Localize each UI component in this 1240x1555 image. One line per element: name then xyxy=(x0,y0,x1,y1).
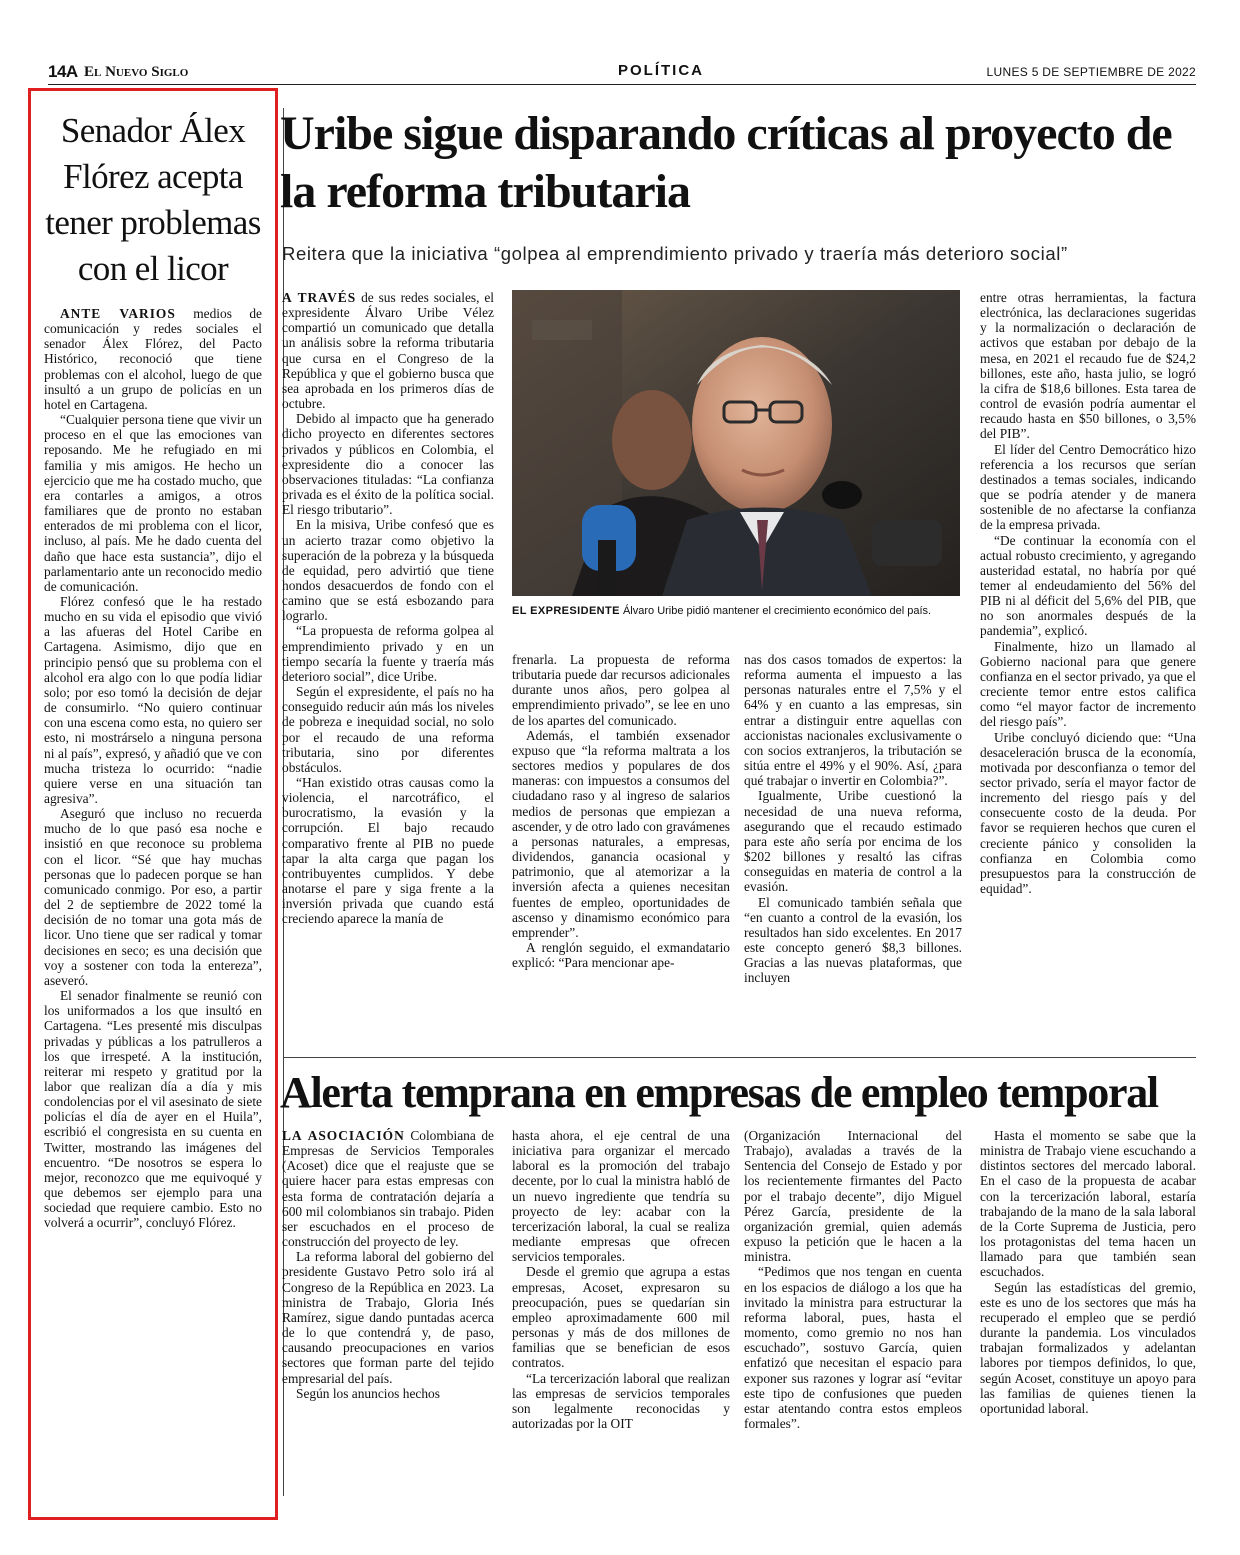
lead-in: A TRAVÉS xyxy=(282,290,357,305)
caption-lead: EL EXPRESIDENTE xyxy=(512,605,620,617)
article-paragraph: hasta ahora, el eje central de una iniciativa para organizar el mercado laboral es la promoción del trabajo decente, por lo cual la ministra habló de un nuevo ingrediente que tendría su proyecto de ley: acabar con la tercerización laboral, la cual se realiza mediante empresas que ofrecen servicios temporales. xyxy=(512,1128,730,1265)
article-paragraph: nas dos casos tomados de expertos: la reforma aumenta el impuesto a las personas naturales entre el 7,5% y el 64% y en cuanto a las empresas, sin entrar a distinguir entre aquellas con accionistas nacionales exclusivamente o con socios extranjeros, la tributación se sitúa entre el 49% y el 90%. Así, ¿para qué trabajar o invertir en Colombia?”. xyxy=(744,652,962,789)
lead-in: ANTE VARIOS xyxy=(60,306,176,321)
sidebar-paragraph: Flórez confesó que le ha restado mucho en su vida el episodio que vivió a las afueras del Hotel Caribe en Cartagena. Asimismo, dijo que en principio pensó que su problema con el alcohol era algo con lo que podía lidiar solo; por eso tomó la decisión de dejar de consumirlo. “No quiero continuar con una escena como esta, no quiero ser esto, ni mostrárselo a ninguna persona ni al país”, expresó, y añadió que ve con mucha tristeza lo ocurrido: “nadie quiere verse en una situación tan agresiva”. xyxy=(44,593,262,806)
article-paragraph: Hasta el momento se sabe que la ministra de Trabajo viene escuchando a distintos sectores del mercado laboral. En el caso de la propuesta de acabar con la tercerización laboral, estaría trabajando de la mano de la sala laboral de la Corte Suprema de Justicia, pero los protagonistas del tema hacen un llamado para que también sean escuchados. xyxy=(980,1128,1196,1280)
press-photo-illustration xyxy=(512,290,960,596)
main-subheadline: Reitera que la iniciativa “golpea al emprendimiento privado y traería más deterioro social” xyxy=(282,243,1068,264)
section-rule xyxy=(283,1057,1196,1058)
article-paragraph: Desde el gremio que agrupa a estas empresas, Acoset, expresaron su preocupación, pues se quedarían sin empleo aproximadamente 600 mil personas y más de dos millones de familias que se benefician de esos contratos. xyxy=(512,1264,730,1371)
sidebar-headline: Senador Álex Flórez acepta tener problemas con el licor xyxy=(45,111,261,288)
sidebar-paragraph: “Cualquier persona tiene que vivir un proceso en el que las emociones van reposando. Me he refugiado en mi familia y mis amigos. He hecho un ejercicio que me ha costado mucho, que era contarles a amigos, a otros familiares que de pronto no estaban enterados de mi problema con el licor, incluso, al país. Me he dado cuenta del daño que hace esta sustancia”, dijo el parlamentario ante un reconocido medio de comunicación. xyxy=(44,412,262,594)
article-paragraph: Según las estadísticas del gremio, este es uno de los sectores que más ha recuperado el empleo que se perdió durante la pandemia. Los vinculados trabajan formalizados y adelantan labores por tiempos definidos, lo que, según Acoset, constituye un apoyo para las familias de quienes tienen la oportunidad laboral. xyxy=(980,1279,1196,1416)
lead-in: LA ASOCIACIÓN xyxy=(282,1128,405,1143)
second-headline: Alerta temprana en empresas de empleo temporal xyxy=(280,1068,1158,1117)
article-column-4 xyxy=(980,290,1196,896)
article-column-3 xyxy=(744,652,962,985)
article-paragraph: “Pedimos que nos tengan en cuenta en los espacios de diálogo a los que ha invitado la ministra para estructurar la reforma laboral, pues, hasta el momento, como gremio no nos han escuchado”, sostuvo García, quien enfatizó que necesitan el espacio para exponer sus razones y lograr así “evitar este tipo de confusiones que pueden estar atentando contra estos empleos formales”. xyxy=(744,1264,962,1431)
page-number: 14A xyxy=(48,62,78,81)
article-paragraph: Debido al impacto que ha generado dicho proyecto en diferentes sectores privados y públicos en Colombia, el expresidente dio a conocer las observaciones tituladas: “La confianza privada es el éxito de la política social. El riesgo tributario”. xyxy=(282,411,494,518)
article-paragraph: El líder del Centro Democrático hizo referencia a los recursos que serían destinados a temas sociales, indicando que se podría atender y de manera sostenible de no afectarse la confianza de la empresa privada. xyxy=(980,441,1196,533)
article-paragraph: A TRAVÉS de sus redes sociales, el expresidente Álvaro Uribe Vélez compartió un comunicado que detalla un análisis sobre la reforma tributaria que cursa en el Congreso de la República y que el gobierno busca que sea aprobada en los primeros días de octubre. xyxy=(282,290,494,412)
main-headline: Uribe sigue disparando críticas al proyecto de la reforma tributaria xyxy=(280,107,1172,218)
article-paragraph: (Organización Internacional del Trabajo), avaladas a través de la Sentencia del Consejo de Estado y por los recientemente firmantes del Pacto por el trabajo decente”, dijo Miguel Pérez García, presidente de la organización gremial, quien además expuso la petición que le hacen a la ministra. xyxy=(744,1128,962,1265)
article-paragraph: “Han existido otras causas como la violencia, el narcotráfico, el burocratismo, la evasión y la corrupción. El bajo recaudo comparativo frente al PIB no puede tapar la alta carga que pagan los contribuyentes cumplidos. Y debe anotarse el pare y siga frente a la inversión privada que cuando está creciendo aparece la manía de xyxy=(282,775,494,927)
article-paragraph: Igualmente, Uribe cuestionó la necesidad de una nueva reforma, asegurando que el recaudo estimado para este año sería por encima de los $202 billones y resaltó las cifras conseguidas en materia de control a la evasión. xyxy=(744,788,962,895)
article-paragraph: “La tercerización laboral que realizan las empresas de servicios temporales son legalmente reconocidas y autorizadas por la OIT xyxy=(512,1370,730,1431)
article-paragraph: entre otras herramientas, la factura electrónica, las declaraciones sugeridas y la normalización o declaración de activos que estaban por debajo de la mesa, en 2021 el recaudo fue de $24,2 billones, este año, hasta julio, se logró la cifra de $18,6 billones. Esta tarea de control de evasión podría aumentar el recaudo hasta en $50 billones, o 3,5% del PIB”. xyxy=(980,290,1196,442)
article-paragraph: A renglón seguido, el exmandatario explicó: “Para mencionar ape- xyxy=(512,939,730,971)
uribe-photo xyxy=(512,290,960,596)
article2-column-3 xyxy=(744,1128,962,1431)
sidebar-paragraph: Aseguró que incluso no recuerda mucho de lo que pasó esa noche e insistió en que reconoce su problema con el licor. “Sé que hay muchas personas que lo padecen porque se han comunicado conmigo. Por eso, a partir del 2 de septiembre de 2022 tomé la decisión de no tomar una gota más de licor. Uno tiene que ser radical y tomar decisiones en seco; es una decisión que voy a sostener con toda la entereza”, aseveró. xyxy=(44,806,262,988)
article-paragraph: Finalmente, hizo un llamado al Gobierno nacional para que genere confianza en el sector privado, ya que el creciente temor entre estos califica como “el mayor factor de incremento del riesgo país”. xyxy=(980,638,1196,730)
sidebar-article xyxy=(44,108,262,1231)
article-paragraph: En la misiva, Uribe confesó que es un acierto trazar como objetivo la superación de la pobreza y la búsqueda de equidad, pero advirtió que tiene hondos desacuerdos de fondo con el camino que se está esbozando para lograrlo. xyxy=(282,517,494,624)
page-header xyxy=(48,62,1196,86)
article-paragraph: El comunicado también señala que “en cuanto a control de la evasión, los resultados han sido excelentes. En 2017 este concepto generó $8,3 billones. Gracias a las nuevas plataformas, que incluyen xyxy=(744,894,962,986)
masthead: El Nuevo Siglo xyxy=(84,64,189,80)
article-paragraph: “De continuar la economía con el actual robusto crecimiento, y agregando austeridad estatal, no habría por qué temer al endeudamiento del 56% del PIB ni al déficit del 5,6% del PIB, que no son anormales después de la pandemia”, explicó. xyxy=(980,532,1196,639)
sidebar-paragraph: ANTE VARIOS medios de comunicación y redes sociales el senador Álex Flórez, del Pacto Histórico, reconoció que tiene problemas con el alcohol, luego de que insultó a un grupo de policías en un hotel en Cartagena. xyxy=(44,306,262,412)
article-column-1 xyxy=(282,290,494,927)
article-paragraph: Según los anuncios hechos xyxy=(296,1385,440,1401)
article2-column-4 xyxy=(980,1128,1196,1416)
sidebar-paragraph: El senador finalmente se reunió con los uniformados a los que insultó en Cartagena. “Les presenté mis disculpas privadas y públicas a los patrulleros a los que irrespeté. A la institución, reiterar mi respeto y gratitud por la labor que realizan día a día y mis condolencias por el vil asesinato de siete policías el día de ayer en el Huila”, escribió el congresista en su cuenta en Twitter, mostrando las imágenes del encuentro. “De nosotros se espera lo mejor, reconozco que me equivoqué y que debemos ser ejemplo para una sociedad que requiere cambio. Esto no volverá a ocurrir”, concluyó Flórez. xyxy=(44,988,262,1231)
sidebar-body xyxy=(44,306,262,1231)
header-rule xyxy=(48,84,1196,85)
article2-column-2 xyxy=(512,1128,730,1431)
section-label: POLÍTICA xyxy=(618,62,704,79)
article-paragraph: Uribe concluyó diciendo que: “Una desaceleración brusca de la economía, motivada por desconfianza o temor del sector privado, sería el mayor factor de incremento del riesgo país y del consecuente costo de la deuda. Por favor se requieren hechos que curen el creciente pánico y consoliden la confianza en Colombia como presupuestos para la construcción de equidad”. xyxy=(980,729,1196,897)
article-column-2 xyxy=(512,652,730,970)
article-paragraph: Según el expresidente, el país no ha conseguido reducir aún más los niveles de pobreza e inequidad social, no solo por el recaudo de una reforma tributaria, sino por diferentes obstáculos. xyxy=(282,684,494,775)
article-paragraph: frenarla. La propuesta de reforma tributaria puede dar recursos adicionales durante unos años, pero golpea al emprendimiento privado”, se lee en uno de los apartes del comunicado. xyxy=(512,652,730,728)
photo-caption: EL EXPRESIDENTE Álvaro Uribe pidió mantener el crecimiento económico del país. xyxy=(512,605,932,617)
article-paragraph: Además, el también exsenador expuso que “la reforma maltrata a los sectores medios y populares de dos maneras: con impuestos a consumos del ciudadano raso y al ingreso de salarios medios de personas que empiezan a ascender, y de otro lado con gravámenes a personas naturales, a empresas, dividendos, ganancia ocasional y patrimonio, que al atemorizar a la inversión afecta a quienes necesitan fuentes de empleo, oportunidades de ascenso y dinamismo económico para emprender”. xyxy=(512,727,730,940)
article-paragraph: “La propuesta de reforma golpea al emprendimiento privado y en un tiempo secaría la fuente y traería más deterioro social”, dice Uribe. xyxy=(282,623,494,684)
article-paragraph: LA ASOCIACIÓN Colombiana de Empresas de Servicios Temporales (Acoset) dice que el reajuste que se quiere hacer para estas empresas con esta forma de contratación dejaría a 600 mil colombianos sin trabajo. Piden ser escuchados en el proceso de construcción del proyecto de ley. xyxy=(282,1128,494,1250)
article-paragraph: La reforma laboral del gobierno del presidente Gustavo Petro solo irá al Congreso de la República en 2023. La ministra de Trabajo, Gloria Inés Ramírez, sigue dando puntadas acerca de lo que contendrá y, de paso, causando preocupaciones en varios sectores que forman parte del tejido empresarial del país. xyxy=(282,1249,494,1386)
issue-date: LUNES 5 DE SEPTIEMBRE DE 2022 xyxy=(986,65,1196,79)
article2-column-1 xyxy=(282,1128,494,1401)
